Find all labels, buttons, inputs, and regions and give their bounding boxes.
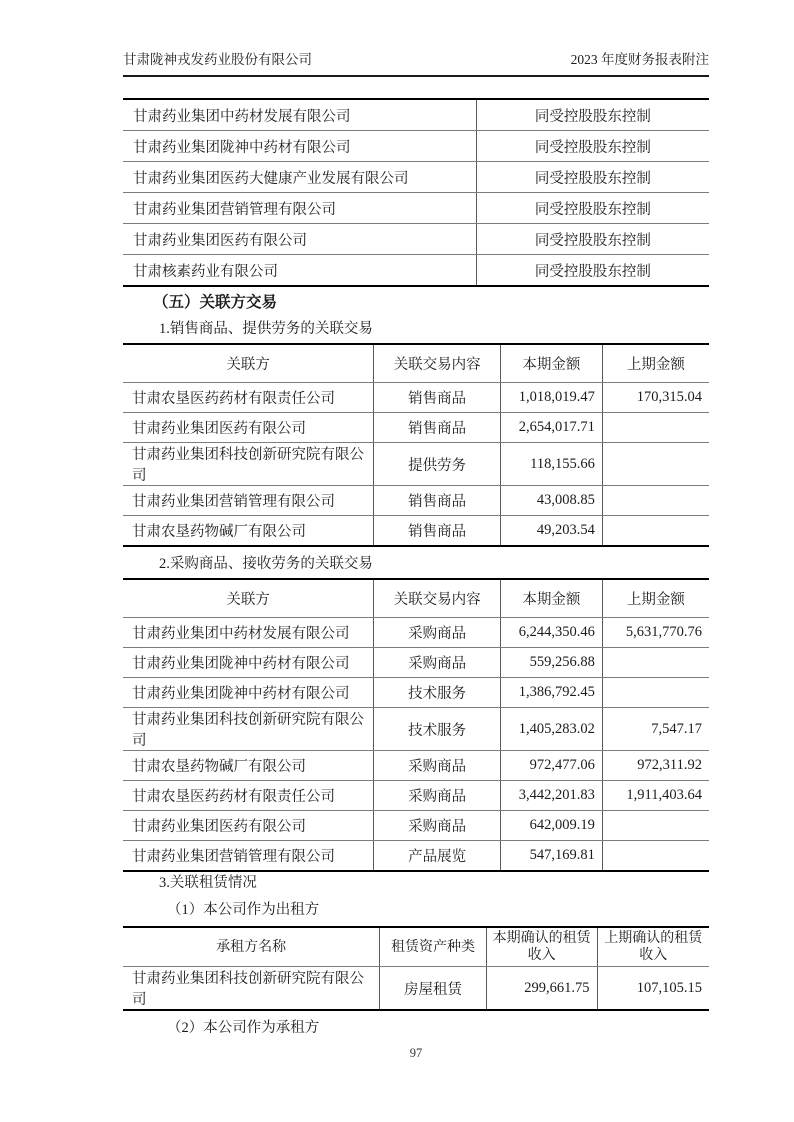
table-cell: 972,311.92 — [602, 751, 709, 781]
table-row — [123, 486, 709, 516]
subsection-heading-lease: 3.关联租赁情况 — [159, 875, 257, 891]
sales-transactions-table — [123, 343, 709, 547]
table-cell: 甘肃药业集团中药材发展有限公司 — [123, 618, 374, 648]
table-row — [123, 255, 709, 287]
table-cell: 甘肃农垦药物碱厂有限公司 — [123, 751, 374, 781]
table-cell: 甘肃药业集团营销管理有限公司 — [123, 193, 476, 224]
table-cell: 299,661.75 — [486, 967, 597, 1011]
table-cell: 甘肃药业集团科技创新研究院有限公司 — [123, 967, 380, 1011]
table-cell — [602, 811, 709, 841]
table-cell: 采购商品 — [374, 648, 501, 678]
table-cell: 销售商品 — [374, 383, 501, 413]
table-row — [123, 224, 709, 255]
column-header: 关联方 — [123, 344, 374, 383]
table-row — [123, 443, 709, 486]
table-cell: 同受控股股东控制 — [476, 193, 709, 224]
page-content — [123, 98, 709, 1036]
table-cell: 采购商品 — [374, 751, 501, 781]
table-cell — [602, 413, 709, 443]
table-cell: 甘肃药业集团医药有限公司 — [123, 224, 476, 255]
table-row — [123, 751, 709, 781]
table-cell — [602, 648, 709, 678]
header-doc-title: 2023 年度财务报表附注 — [570, 52, 709, 67]
table-cell: 同受控股股东控制 — [476, 99, 709, 131]
table-cell: 972,477.06 — [500, 751, 602, 781]
table-cell: 同受控股股东控制 — [476, 162, 709, 193]
table-cell — [602, 841, 709, 872]
table-cell: 547,169.81 — [500, 841, 602, 872]
column-header: 本期金额 — [500, 344, 602, 383]
table-row — [123, 383, 709, 413]
subsection-heading-sales: 1.销售商品、提供劳务的关联交易 — [159, 321, 373, 337]
table-cell: 甘肃药业集团营销管理有限公司 — [123, 486, 374, 516]
table-cell: 采购商品 — [374, 781, 501, 811]
page-number: 97 — [409, 1046, 423, 1060]
column-header: 上期金额 — [602, 579, 709, 618]
column-header: 本期金额 — [500, 579, 602, 618]
table-cell: 1,911,403.64 — [602, 781, 709, 811]
table-cell: 采购商品 — [374, 811, 501, 841]
table-cell — [602, 443, 709, 486]
column-header: 租赁资产种类 — [380, 927, 487, 967]
table-header-row — [123, 344, 709, 383]
table-cell: 甘肃药业集团科技创新研究院有限公司 — [123, 443, 374, 486]
table-cell: 甘肃药业集团中药材发展有限公司 — [123, 99, 476, 131]
table-cell: 销售商品 — [374, 413, 501, 443]
table-cell: 甘肃药业集团科技创新研究院有限公司 — [123, 708, 374, 751]
table-row — [123, 708, 709, 751]
column-header: 承租方名称 — [123, 927, 380, 967]
table-cell: 甘肃农垦药物碱厂有限公司 — [123, 516, 374, 547]
table-cell: 6,244,350.46 — [500, 618, 602, 648]
table-cell: 1,018,019.47 — [500, 383, 602, 413]
table-cell: 642,009.19 — [500, 811, 602, 841]
table-cell: 提供劳务 — [374, 443, 501, 486]
table-cell: 技术服务 — [374, 708, 501, 751]
table-row — [123, 967, 709, 1011]
table-cell: 甘肃药业集团医药有限公司 — [123, 811, 374, 841]
table-cell: 销售商品 — [374, 486, 501, 516]
column-header: 关联交易内容 — [374, 344, 501, 383]
table-cell: 同受控股股东控制 — [476, 255, 709, 287]
table-cell: 3,442,201.83 — [500, 781, 602, 811]
table-row — [123, 413, 709, 443]
table-cell — [602, 678, 709, 708]
table-row — [123, 811, 709, 841]
table-cell: 产品展览 — [374, 841, 501, 872]
header-company-name: 甘肃陇神戎发药业股份有限公司 — [123, 52, 312, 67]
related-parties-table — [123, 98, 709, 287]
column-header: 关联方 — [123, 579, 374, 618]
table-row — [123, 841, 709, 872]
table-header-row — [123, 579, 709, 618]
column-header: 关联交易内容 — [374, 579, 501, 618]
table-cell: 107,105.15 — [597, 967, 709, 1011]
table-cell: 甘肃药业集团医药有限公司 — [123, 413, 374, 443]
table-cell: 559,256.88 — [500, 648, 602, 678]
table-row — [123, 781, 709, 811]
table-cell: 170,315.04 — [602, 383, 709, 413]
table-row — [123, 193, 709, 224]
table-row — [123, 516, 709, 547]
table-cell — [602, 486, 709, 516]
table-row — [123, 99, 709, 131]
table-cell: 1,405,283.02 — [500, 708, 602, 751]
column-header: 本期确认的租赁收入 — [486, 927, 597, 967]
table-cell — [602, 516, 709, 547]
table-cell: 5,631,770.76 — [602, 618, 709, 648]
table-row — [123, 162, 709, 193]
table-cell: 甘肃药业集团陇神中药材有限公司 — [123, 131, 476, 162]
table-cell: 2,654,017.71 — [500, 413, 602, 443]
table-cell: 1,386,792.45 — [500, 678, 602, 708]
table-cell: 甘肃药业集团营销管理有限公司 — [123, 841, 374, 872]
table-row — [123, 618, 709, 648]
table-cell: 甘肃药业集团医药大健康产业发展有限公司 — [123, 162, 476, 193]
table-cell: 技术服务 — [374, 678, 501, 708]
table-cell: 43,008.85 — [500, 486, 602, 516]
table-row — [123, 131, 709, 162]
table-row — [123, 678, 709, 708]
table-cell: 甘肃农垦医药药材有限责任公司 — [123, 383, 374, 413]
subsection-heading-lessee: （2）本公司作为承租方 — [167, 1020, 320, 1036]
table-header-row — [123, 927, 709, 967]
table-cell: 甘肃药业集团陇神中药材有限公司 — [123, 678, 374, 708]
table-cell: 118,155.66 — [500, 443, 602, 486]
page-header — [123, 52, 709, 77]
table-cell: 同受控股股东控制 — [476, 131, 709, 162]
table-cell: 销售商品 — [374, 516, 501, 547]
purchase-transactions-table — [123, 578, 709, 872]
table-cell: 49,203.54 — [500, 516, 602, 547]
column-header: 上期金额 — [602, 344, 709, 383]
table-row — [123, 648, 709, 678]
subsection-heading-purchase: 2.采购商品、接收劳务的关联交易 — [159, 556, 373, 572]
lease-out-table — [123, 926, 709, 1011]
table-cell: 甘肃药业集团陇神中药材有限公司 — [123, 648, 374, 678]
table-cell: 7,547.17 — [602, 708, 709, 751]
section-title: （五）关联方交易 — [153, 294, 278, 311]
table-cell: 甘肃农垦医药药材有限责任公司 — [123, 781, 374, 811]
table-cell: 采购商品 — [374, 618, 501, 648]
column-header: 上期确认的租赁收入 — [597, 927, 709, 967]
table-cell: 甘肃核素药业有限公司 — [123, 255, 476, 287]
table-cell: 同受控股股东控制 — [476, 224, 709, 255]
subsection-heading-lessor: （1）本公司作为出租方 — [167, 902, 320, 918]
table-cell: 房屋租赁 — [380, 967, 487, 1011]
